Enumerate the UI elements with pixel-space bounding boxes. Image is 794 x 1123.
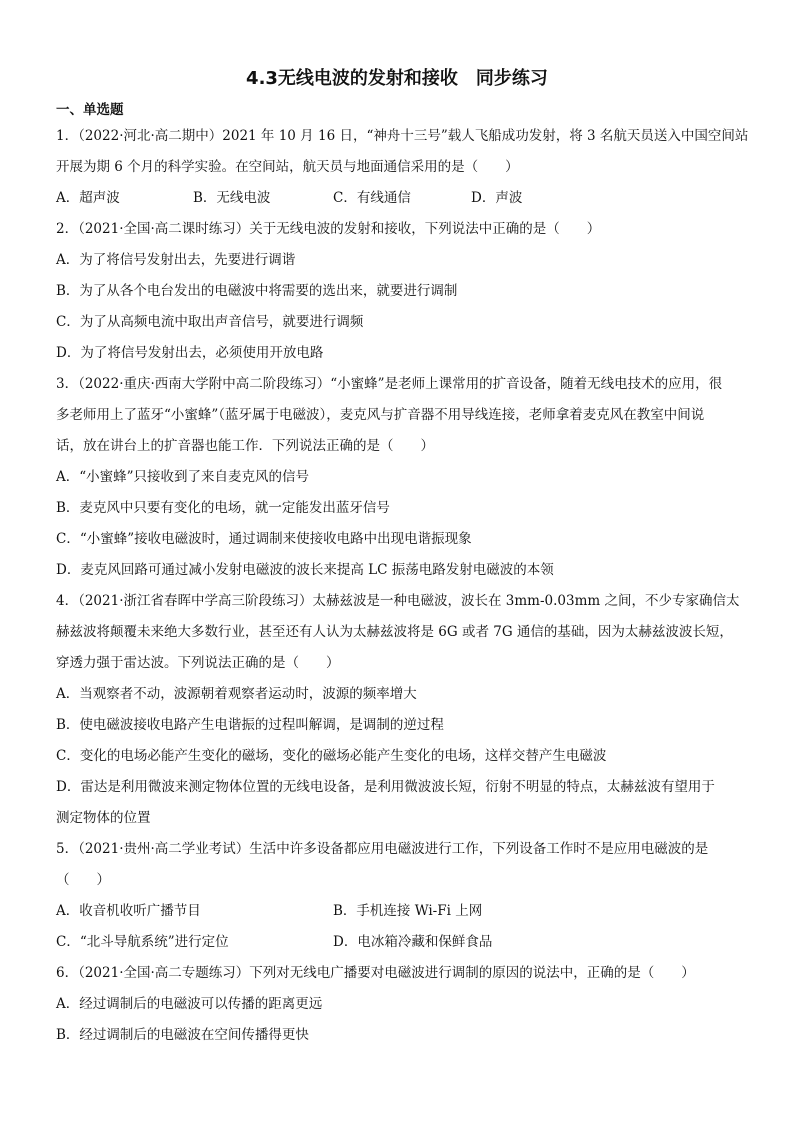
q2-option-a: A．为了将信号发射出去，先要进行调谐 bbox=[56, 252, 296, 268]
q3-option-a: A．“小蜜蜂”只接收到了来自麦克风的信号 bbox=[56, 469, 310, 485]
q4-option-c: C．变化的电场必能产生变化的磁场，变化的磁场必能产生变化的电场，这样交替产生电磁波 bbox=[56, 748, 607, 764]
q2-stem: 2．（2021·全国·高二课时练习）关于无线电波的发射和接收，下列说法中正确的是（ ） bbox=[56, 221, 601, 237]
q1-option-b: B．无线电波 bbox=[193, 190, 271, 206]
q3-option-d: D．麦克风回路可通过减小发射电磁波的波长来提高 LC 振荡电路发射电磁波的本领 bbox=[56, 562, 554, 578]
q5-option-b: B．手机连接 Wi-Fi 上网 bbox=[333, 903, 483, 919]
q4-stem-line3: 穿透力强于雷达波。下列说法正确的是（ ） bbox=[56, 655, 340, 671]
q3-option-b: B．麦克风中只要有变化的电场，就一定能发出蓝牙信号 bbox=[56, 500, 390, 516]
q4-option-d-line2: 测定物体的位置 bbox=[56, 810, 151, 826]
q3-stem-line1: 3．（2022·重庆·西南大学附中高二阶段练习）“小蜜蜂”是老师上课常用的扩音设备，随着无线电技术的应用，很 bbox=[56, 376, 723, 392]
q3-option-c: C．“小蜜蜂”接收电磁波时，通过调制来使接收电路中出现电谐振现象 bbox=[56, 531, 472, 547]
q5-option-a: A．收音机收听广播节目 bbox=[56, 903, 201, 919]
q4-stem-line2: 赫兹波将颠覆未来绝大多数行业，甚至还有人认为太赫兹波将是 6G 或者 7G 通信的基础，因为太赫兹波波长短， bbox=[56, 624, 733, 640]
q1-option-d: D．声波 bbox=[471, 190, 523, 206]
q3-stem-line3: 话，放在讲台上的扩音器也能工作．下列说法正确的是（ ） bbox=[56, 438, 434, 454]
q4-option-b: B．使电磁波接收电路产生电谐振的过程叫解调，是调制的逆过程 bbox=[56, 717, 444, 733]
section-heading: 一、单选题 bbox=[56, 102, 124, 118]
q2-option-d: D．为了将信号发射出去，必须使用开放电路 bbox=[56, 345, 324, 361]
q4-option-a: A．当观察者不动，波源朝着观察者运动时，波源的频率增大 bbox=[56, 686, 417, 702]
q1-stem-line2: 开展为期 6 个月的科学实验。在空间站，航天员与地面通信采用的是（ ） bbox=[56, 159, 519, 175]
q4-option-d-line1: D．雷达是利用微波来测定物体位置的无线电设备，是利用微波波长短，衍射不明显的特点，太赫兹波有望用于 bbox=[56, 779, 715, 795]
q5-stem-line1: 5．（2021·贵州·高二学业考试）生活中许多设备都应用电磁波进行工作，下列设备工作时不是应用电磁波的是 bbox=[56, 841, 709, 857]
q5-stem-line2: （ ） bbox=[56, 872, 110, 888]
q5-option-c: C．“北斗导航系统”进行定位 bbox=[56, 934, 229, 950]
q3-stem-line2: 多老师用上了蓝牙“小蜜蜂”（蓝牙属于电磁波），麦克风与扩音器不用导线连接，老师拿着麦克风在教室中间说 bbox=[56, 407, 705, 423]
q6-option-b: B．经过调制后的电磁波在空间传播得更快 bbox=[56, 1027, 309, 1043]
q4-stem-line1: 4．（2021·浙江省春晖中学高三阶段练习）太赫兹波是一种电磁波，波长在 3mm-0.03mm 之间，不少专家确信太 bbox=[56, 593, 740, 609]
q2-option-b: B．为了从各个电台发出的电磁波中将需要的选出来，就要进行调制 bbox=[56, 283, 458, 299]
q2-option-c: C．为了从高频电流中取出声音信号，就要进行调频 bbox=[56, 314, 364, 330]
q6-option-a: A．经过调制后的电磁波可以传播的距离更远 bbox=[56, 996, 323, 1012]
q1-option-c: C．有线通信 bbox=[333, 190, 411, 206]
q5-option-d: D．电冰箱冷藏和保鲜食品 bbox=[333, 934, 493, 950]
page-title: 4.3无线电波的发射和接收 同步练习 bbox=[246, 68, 548, 89]
q1-stem-line1: 1．（2022·河北·高二期中）2021 年 10 月 16 日，“神舟十三号”载人飞船成功发射，将 3 名航天员送入中国空间站 bbox=[56, 128, 749, 144]
q6-stem: 6．（2021·全国·高二专题练习）下列对无线电广播要对电磁波进行调制的原因的说法中，正确的是（ ） bbox=[56, 965, 695, 981]
q1-option-a: A．超声波 bbox=[56, 190, 120, 206]
